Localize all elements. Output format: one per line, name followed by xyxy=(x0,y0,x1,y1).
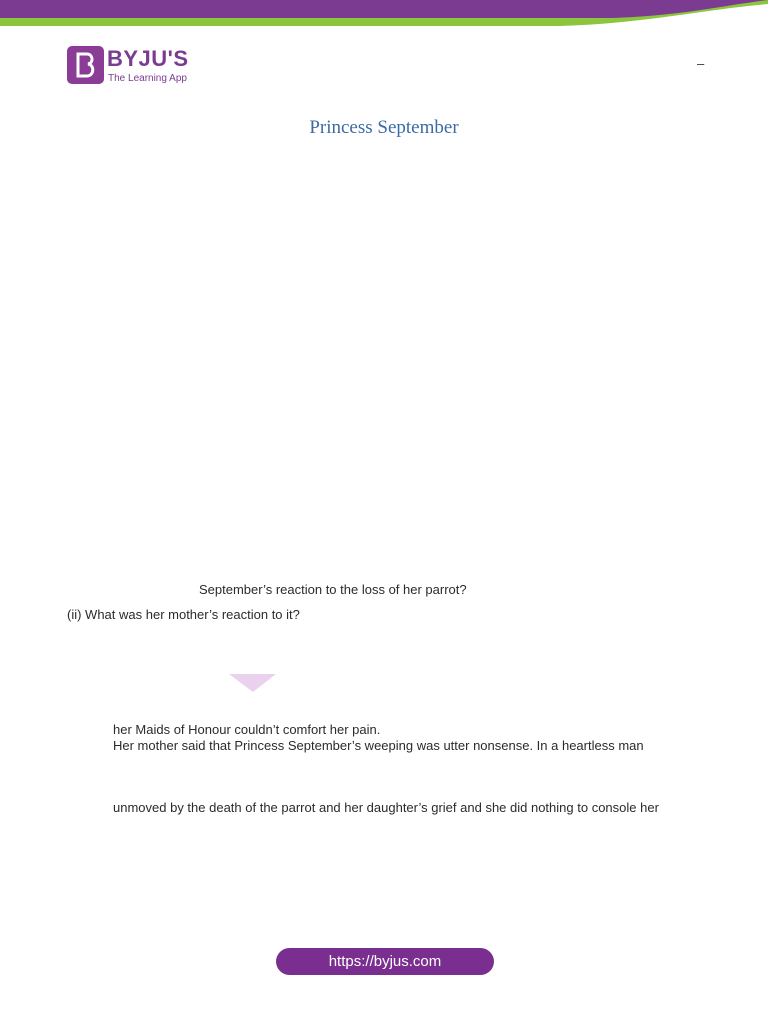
logo-tagline: The Learning App xyxy=(108,73,187,84)
question-line-1: September’s reaction to the loss of her parrot? xyxy=(199,582,467,597)
answer-line-1: her Maids of Honour couldn’t comfort her pain. xyxy=(113,722,381,737)
decorative-arrow-shape xyxy=(229,674,277,694)
byjus-logo xyxy=(67,46,207,88)
question-line-2: (ii) What was her mother’s reaction to it? xyxy=(67,607,300,622)
footer-url-link[interactable]: https://byjus.com xyxy=(276,948,494,975)
page-title: Princess September xyxy=(309,117,459,138)
top-decorative-band xyxy=(0,0,768,30)
page-corner-mark: – xyxy=(697,56,705,71)
logo-brand-name: BYJU'S xyxy=(107,46,189,71)
logo-b-icon xyxy=(67,46,104,84)
answer-line-2: Her mother said that Princess September’s weeping was utter nonsense. In a heartless man xyxy=(113,738,644,753)
answer-line-3: unmoved by the death of the parrot and her daughter’s grief and she did nothing to console her xyxy=(113,800,659,815)
